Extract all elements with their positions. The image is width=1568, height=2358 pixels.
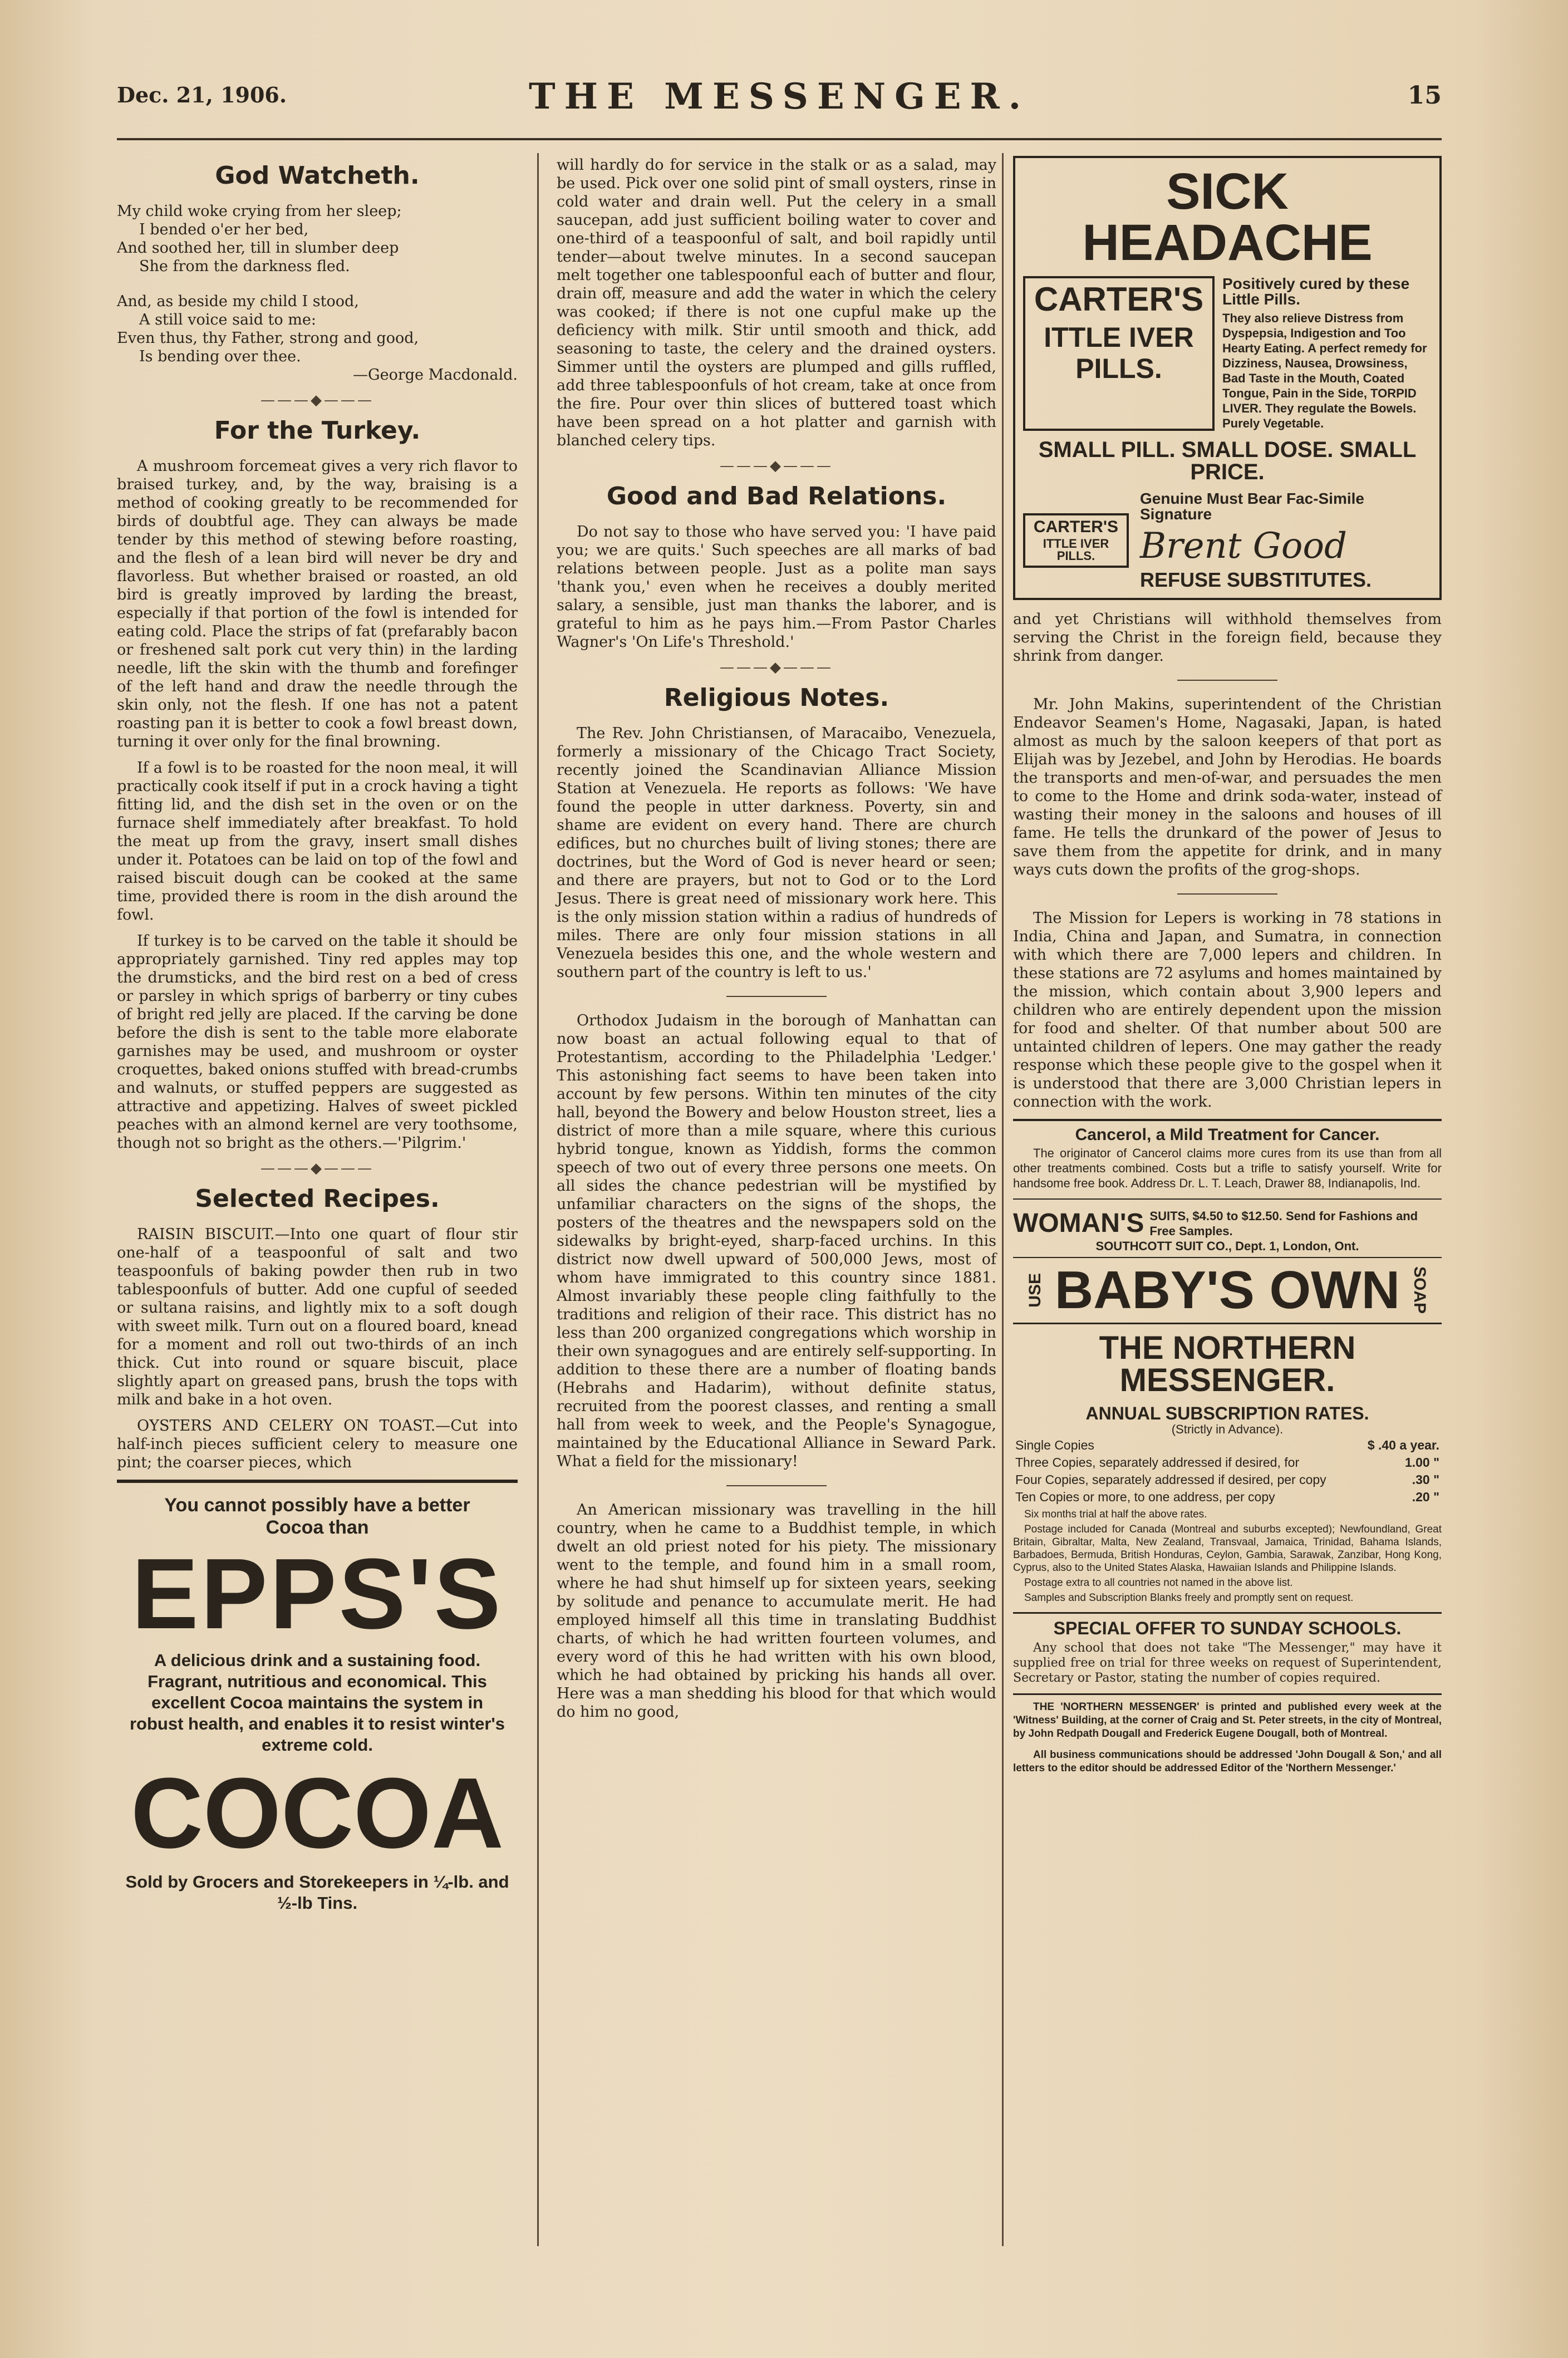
column-rule-2	[1002, 153, 1004, 2246]
article-paragraph: and yet Christians will withhold themselves from serving the Christ in the foreign field, because they shrink from danger.	[1013, 611, 1442, 665]
notes-title: Religious Notes.	[663, 684, 889, 712]
carters-headline: SICK HEADACHE	[1082, 163, 1373, 271]
poem	[117, 202, 518, 384]
carters-signature: Brent Good	[1140, 525, 1347, 567]
epps-headline: You cannot possibly have a better Cocoa than	[164, 1495, 470, 1538]
article-paragraph: will hardly do for service in the stalk or as a salad, may be used. Pick over one solid pint of small oysters, rinse in cold water and drain well. Put the celery in a small saucepan, add just sufficient boiling water to cover and one-third of a teaspoonful of salt, and boil rapidly until tender—about twelve minutes. In a second saucepan melt together one tablespoonful each of butter and flour, drain off, measure and add the water in which the celery was cooked; if there is not one cupful make up the deficiency with milk. Stir until smooth and thick, add seasoning to taste, the celery and the drained oysters. Simmer until the oysters are plumped and gills ruffled, add three tablespoonfuls of hot cream, take at once from the fire. Pour over thin slices of buttered toast which have been spread on a hot platter and garnish with blanched celery tips.	[557, 156, 996, 449]
column-1	[117, 156, 518, 1914]
poem-line: Even thus, thy Father, strong and good,	[117, 330, 419, 347]
poem-line: I bended o'er her bed,	[139, 221, 309, 238]
poem-line: My child woke crying from her sleep;	[117, 203, 402, 220]
header-rule	[117, 138, 1442, 140]
turkey-title: For the Turkey.	[214, 416, 421, 445]
carters-cure: Positively cured by these Little Pills.	[1222, 275, 1410, 308]
offer-title: SPECIAL OFFER TO SUNDAY SCHOOLS.	[1053, 1618, 1402, 1638]
cancerol-ad	[1013, 1119, 1442, 1200]
carters-small-product: ITTLE IVER PILLS.	[1043, 537, 1109, 563]
offer-text: Any school that does not take "The Messenger," may have it supplied free on trial for three weeks on request of Superintendent, Secretary or Pastor, stating the number of copies required.	[1013, 1641, 1442, 1685]
womans-text: SUITS, $4.50 to $12.50. Send for Fashions and Free Samples.	[1149, 1209, 1418, 1238]
rates-note: Six months trial at half the above rates.	[1024, 1509, 1207, 1520]
carters-body: They also relieve Distress from Dyspepsia, Indigestion and Too Hearty Eating. A perfect remedy for Dizziness, Nausea, Drowsiness, Bad Taste in the Mouth, Coated Tongue, Pain in the Side, TORPID LIVER. They regulate the Bowels. Purely Vegetable.	[1222, 311, 1427, 430]
rates-subtitle: (Strictly in Advance).	[1171, 1422, 1284, 1436]
table-row: Four Copies, separately addressed if desired, per copy .30 "	[1015, 1472, 1439, 1487]
poem-line: She from the darkness fled.	[139, 258, 350, 275]
babys-use: USE	[1025, 1273, 1044, 1308]
carters-product: ITTLE IVER PILLS.	[1044, 322, 1194, 384]
epps-product: COCOA	[131, 1757, 504, 1869]
northern-messenger-title: THE NORTHERN MESSENGER.	[1099, 1330, 1356, 1398]
imprint-text: THE 'NORTHERN MESSENGER' is printed and published every week at the 'Witness' Building, at the corner of Craig and St. Peter streets, in the city of Montreal, by John Redpath Dougall and Frederick Eugene Dougall, both of Montreal.	[1013, 1701, 1442, 1740]
poem-line: And soothed her, till in slumber deep	[117, 239, 399, 257]
article-paragraph: OYSTERS AND CELERY ON TOAST.—Cut into half-inch pieces sufficient celery to measure one pint; the coarser pieces, which	[117, 1417, 518, 1471]
article-paragraph: The Rev. John Christiansen, of Maracaibo, Venezuela, formerly a missionary of the Chicago Tract Society, recently joined the Scandinavian Alliance Mission Station at Venezuela. He reports as follows: 'We have found the people in utter darkness. Poverty, sin and shame are evident on every hand. There are church edifices, but no churches built of living stones; there are doctrines, but the Word of God is never heard or seen; and there are prayers, but not to God or to the Lord Jesus. There is great need of missionary work here. This is the only mission station within a radius of hundreds of miles. There are only four mission stations in all Venezuela besides this one, and the whole western and southern part of the country is left to us.'	[557, 725, 996, 981]
ornament-divider: ———◆———	[260, 392, 374, 409]
article-paragraph: The Mission for Lepers is working in 78 stations in India, China and Japan, and Sumatra, in connection with which there are 7,000 lepers and children. In these stations are 72 asylums and homes maintained by the mission, which contain about 3,900 lepers and children who are entirely dependent upon the mission for food and shelter. Of that number about 500 are untainted children of lepers. One may gather the ready response which these people give to the gospel when it is understood that there are 3,000 Christian lepers in connection with the work.	[1013, 910, 1442, 1111]
article-paragraph: An American missionary was travelling in the hill country, when he came to a Buddhist temple, in which dwelt an old priest noted for his piety. The missionary went to the temple, and found him in a small room, where he had shut himself up for sixteen years, seeking by solitude and penance to accumulate merit. He had employed himself all this time in translating Buddhist charts, of which he had written fourteen volumes, and every word of this he had written with his own blood, which he had obtained by pricking his hands all over. Here was a man shedding his blood for that which would do him no good,	[557, 1501, 996, 1721]
table-row: Three Copies, separately addressed if desired, for 1.00 "	[1015, 1455, 1439, 1470]
rates-title: ANNUAL SUBSCRIPTION RATES.	[1085, 1403, 1369, 1423]
issue-date: Dec. 21, 1906.	[117, 82, 287, 107]
section-separator	[726, 996, 827, 997]
womans-brand: WOMAN'S	[1013, 1209, 1144, 1238]
poem-line: Is bending over thee.	[139, 348, 301, 365]
relations-title: Good and Bad Relations.	[606, 482, 947, 510]
carters-pills-ad	[1013, 156, 1442, 600]
rates-note: Postage included for Canada (Montreal and suburbs excepted); Newfoundland, Great Britain, Gibraltar, Malta, New Zealand, Transvaal, Jamaica, Trinidad, Bahama Islands, Barbadoes, Bermuda, British Honduras, Ceylon, Gambia, Sarawak, Zanzibar, Hong Kong, Cyprus, also to the United States Alaska, Hawaiian Islands and Philippine Islands.	[1013, 1524, 1442, 1574]
epps-cocoa-ad	[117, 1494, 518, 1914]
article-paragraph: Do not say to those who have served you: 'I have paid you; we are quits.' Such speeches are all marks of bad relations between people. Just as a polite man says 'thank you,' even when he receives a doubly merited salary, a sensible, just man thanks the laborer, and is grateful to him as he pays him.—From Pastor Charles Wagner's 'On Life's Threshold.'	[557, 523, 996, 651]
carters-genuine: Genuine Must Bear Fac-Simile Signature	[1140, 490, 1364, 523]
page-header	[117, 72, 1442, 122]
cancerol-text: The originator of Cancerol claims more cures from its use than from all other treatments combined. Costs but a trifle to satisfy yourself. Write for handsome free book. Address Dr. L. T. Leach, Drawer 88, Indianapolis, Ind.	[1013, 1146, 1442, 1190]
carters-refuse: REFUSE SUBSTITUTES.	[1140, 568, 1372, 591]
article-paragraph: If turkey is to be carved on the table it should be appropriately garnished. Tiny red apples may top the drumsticks, and the bird rest on a bed of cress or parsley in which sprigs of barberry or tiny cubes of bright red jelly are placed. If the carving be done before the dish is sent to the table more elaborate garnishes may be used, and mushroom or oyster croquettes, baked onions stuffed with bread-crumbs and walnuts, or stuffed peppers are suggested as attractive and appetizing. Halves of sweet pickled peaches with an almond kernel are very toothsome, though not so bright as the others.—'Pilgrim.'	[117, 932, 518, 1152]
rates-note: Samples and Subscription Blanks freely and promptly sent on request.	[1024, 1592, 1354, 1604]
article-paragraph: RAISIN BISCUIT.—Into one quart of flour stir one-half of a teaspoonful of salt and two teaspoonfuls of baking powder then rub in two tablespoonfuls of butter. Add one cupful of seeded or sultana raisins, and lightly mix to a soft dough with sweet milk. Turn out on a floured board, knead for a moment and roll out two-thirds of an inch thick. Cut into round or square biscuit, place slightly apart on greased pans, brush the tops with milk and bake in a hot oven.	[117, 1226, 518, 1408]
poem-line: A still voice said to me:	[139, 311, 316, 328]
column-2	[557, 156, 996, 1729]
page-number: 15	[1407, 81, 1442, 110]
carters-small-logo	[1023, 513, 1129, 568]
carters-slogan: SMALL PILL. SMALL DOSE. SMALL PRICE.	[1038, 438, 1417, 484]
ornament-divider: ———◆———	[720, 458, 833, 474]
imprint-text: All business communications should be addressed 'John Dougall & Son,' and all letters to the editor should be addressed Editor of the 'Northern Messenger.'	[1013, 1749, 1442, 1774]
poem-title: God Watcheth.	[215, 161, 420, 190]
carters-logo-box	[1023, 276, 1215, 431]
poem-line: And, as beside my child I stood,	[117, 293, 359, 310]
article-paragraph: If a fowl is to be roasted for the noon meal, it will practically cook itself if put in a crock having a tight fitting lid, and the dish set in the oven or on the furnace shelf immediately after breakfast. To hold the meat up from the gravy, insert small dishes under it. Potatoes can be laid on top of the fowl and raised biscuit dough can be cooked at the same time, provided there is room in the dish around the fowl.	[117, 759, 518, 923]
section-separator	[1177, 893, 1277, 895]
babys-soap: SOAP	[1410, 1266, 1429, 1314]
recipes-title: Selected Recipes.	[195, 1185, 440, 1213]
article-paragraph: A mushroom forcemeat gives a very rich flavor to braised turkey, and, by the way, braising is a method of cooking greatly to be recommended for birds of doubtful age. They can always be made tender by this method of stewing before roasting, and the flesh of a lean bird will never be dry and flavorless. But whether braised or roasted, an old bird is greatly improved by larding the breast, especially if that portion of the fowl is intended for eating cold. Place the strips of fat (prefarably bacon or freshened salt pork cut very thin) in the larding needle, lift the skin with the thumb and forefinger of the left hand and draw the needle through the skin only, not the flesh. If one has not a patent roasting pan it is better to cook a fowl breast down, turning it over only for the final browning.	[117, 458, 518, 750]
ornament-divider: ———◆———	[720, 659, 833, 676]
article-paragraph: Mr. John Makins, superintendent of the Christian Endeavor Seamen's Home, Nagasaki, Japan, is hated almost as much by the saloon keepers of that port as Elijah was by Jezebel, and John by Herodias. He boards the transports and men-of-war, and persuades the men to come to the Home and drink soda-water, instead of wasting their money in the saloons and houses of ill fame. He tells the drunkard of the power of Jesus to save them from the appetite for drink, and in many ways cuts down the profits of the grog-shops.	[1013, 696, 1442, 878]
special-offer	[1013, 1612, 1442, 1686]
article-paragraph: Orthodox Judaism in the borough of Manhattan can now boast an actual following equal to that of Protestantism, according to the Philadelphia 'Ledger.' This astonishing fact seems to have been taken into account by few persons. Within ten minutes of the city hall, beyond the Bowery and below Houston street, lies a district of more than a mile square, where this curious hybrid tongue, known as Yiddish, forms the common speech of two out of every three persons one meets. On all sides the chance pedestrian will be mystified by unfamiliar characters on the signs of the shops, the posters of the theatres and the newspapers sold on the sidewalks by bright-eyed, sharp-faced urchins. In this district now dwell upward of 500,000 Jews, most of whom have immigrated to this country since 1881. Almost invariably these people cling faithfully to the traditions and religion of their race. This district has no less than 200 organized congregations which worship in their own synagogues and are entirely self-supporting. In addition to these there are a number of floating bands (Hebrahs and Hadarim), without definite status, recruited from the poorest classes, and renting a small hall from week to week, and the People's Synagogue, maintained by the Educational Alliance in Seward Park. What a field for the missionary!	[557, 1012, 996, 1470]
poem-author: —George Macdonald.	[353, 366, 518, 384]
column-3	[1013, 156, 1442, 1783]
imprint	[1013, 1693, 1442, 1775]
womans-suits-ad	[1013, 1205, 1442, 1258]
column-rule-1	[537, 153, 539, 2246]
table-row: Single Copies $ .40 a year.	[1015, 1438, 1439, 1452]
rates-table	[1013, 1437, 1442, 1506]
carters-small-brand: CARTER'S	[1033, 518, 1119, 536]
epps-brand: EPPS'S	[131, 1538, 503, 1650]
ornament-divider: ———◆———	[260, 1160, 374, 1177]
masthead-title: THE MESSENGER.	[529, 76, 1030, 117]
womans-address: SOUTHCOTT SUIT CO., Dept. 1, London, Ont.	[1095, 1239, 1359, 1253]
table-row: Ten Copies or more, to one address, per copy .20 "	[1015, 1490, 1439, 1504]
babys-name: BABY'S OWN	[1054, 1260, 1400, 1320]
section-separator	[726, 1485, 827, 1486]
epps-body: A delicious drink and a sustaining food. Fragrant, nutritious and economical. This excellent Cocoa maintains the system in robust health, and enables it to resist winter's extreme cold.	[129, 1650, 505, 1755]
epps-footer: Sold by Grocers and Storekeepers in ¼-lb. and ½-lb Tins.	[125, 1872, 509, 1913]
babys-own-ad	[1013, 1260, 1442, 1324]
carters-brand: CARTER'S	[1034, 281, 1204, 318]
section-separator	[1177, 680, 1277, 681]
ad-rule	[117, 1480, 518, 1483]
rates-note: Postage extra to all countries not named in the above list.	[1024, 1577, 1293, 1589]
cancerol-title: Cancerol, a Mild Treatment for Cancer.	[1075, 1126, 1380, 1144]
